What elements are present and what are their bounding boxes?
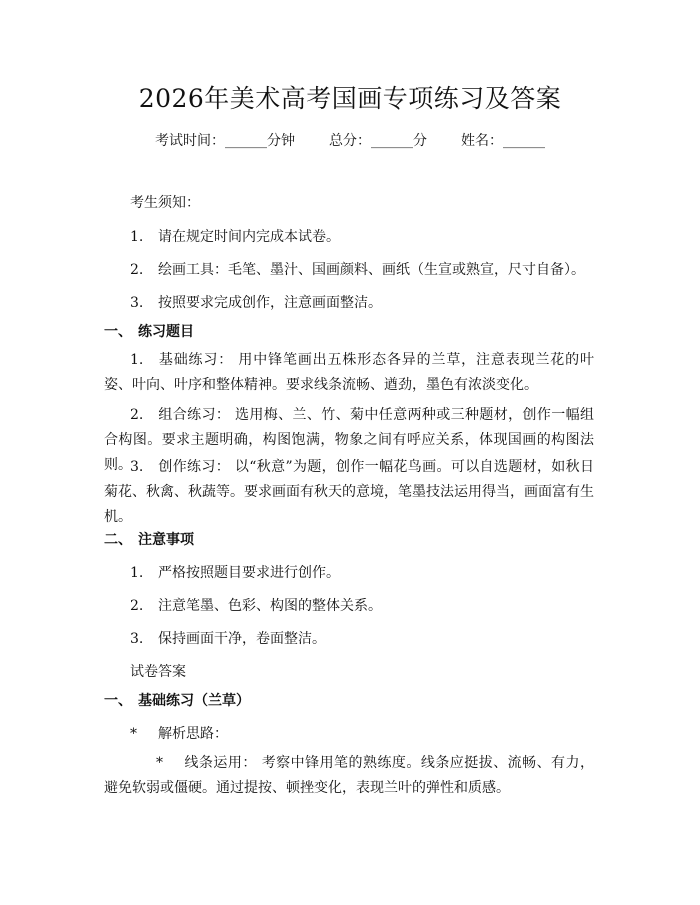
instruction-item [130,260,585,280]
note-text: 注意笔墨、色彩、构图的整体关系。 [158,598,382,614]
note-number: 1. [130,565,144,581]
section-title: 基础练习（兰草） [138,693,250,709]
note-text: 保持画面干净，卷面整洁。 [158,631,326,647]
exercise-number: 2. [130,407,144,423]
section-title: 练习题目 [138,324,194,340]
instruction-text: 请在规定时间内完成本试卷。 [158,229,340,245]
bullet-icon: * [156,755,163,771]
instruction-item [130,227,340,247]
instruction-number: 3. [130,295,144,311]
bullet-icon: * [130,726,137,742]
total-score-field: 总分：______分 [329,133,427,149]
answer-section-heading [104,691,250,711]
exercise-text: 创作练习： 以“秋意”为题，创作一幅花鸟画。可以自选题材，如秋日菊花、秋禽、秋蔬等。要求画面有秋天的意境，笔墨技法运用得当，画面富有生机。 [104,459,594,525]
exercise-item [104,455,594,530]
exercise-item [104,348,594,398]
exercise-number: 1. [130,352,144,368]
analysis-label: 解析思路： [158,726,228,742]
analysis-point [104,751,594,801]
instruction-text: 按照要求完成创作，注意画面整洁。 [158,295,382,311]
instruction-item [130,293,382,313]
note-text: 严格按照题目要求进行创作。 [158,565,340,581]
note-item [130,596,382,616]
note-number: 3. [130,631,144,647]
exam-time-field: 考试时间：______分钟 [155,133,295,149]
section-number: 一、 [104,693,132,709]
note-item [130,629,326,649]
exercise-text: 组合练习： 选用梅、兰、竹、菊中任意两种或三种题材，创作一幅组合构图。要求主题明确，构图饱满，物象之间有呼应关系，体现国画的构图法则。 [104,407,594,473]
page-title: 2026年美术高考国画专项练习及答案 [138,84,562,113]
exercise-text: 基础练习： 用中锋笔画出五株形态各异的兰草，注意表现兰花的叶姿、叶向、叶序和整体精神。要求线条流畅、遒劲，墨色有浓淡变化。 [104,352,594,393]
section-number: 一、 [104,324,132,340]
instruction-number: 1. [130,229,144,245]
analysis-point-text: 线条运用： 考察中锋用笔的熟练度。线条应挺拔、流畅、有力，避免软弱或僵硬。通过提按、顿挫变化，表现兰叶的弹性和质感。 [104,755,594,796]
exam-header-fields [0,131,700,151]
section-heading-notes [104,530,194,550]
analysis-item [130,724,228,744]
instruction-text: 绘画工具：毛笔、墨汁、国画颜料、画纸（生宣或熟宣，尺寸自备）。 [158,262,585,278]
section-title: 注意事项 [138,532,194,548]
instructions-label: 考生须知： [130,195,200,211]
instruction-number: 2. [130,262,144,278]
answers-label: 试卷答案 [130,664,186,680]
student-name-field: 姓名：______ [461,133,545,149]
exercise-number: 3. [130,459,144,475]
section-heading-exercises [104,322,194,342]
note-item [130,563,340,583]
note-number: 2. [130,598,144,614]
section-number: 二、 [104,532,132,548]
